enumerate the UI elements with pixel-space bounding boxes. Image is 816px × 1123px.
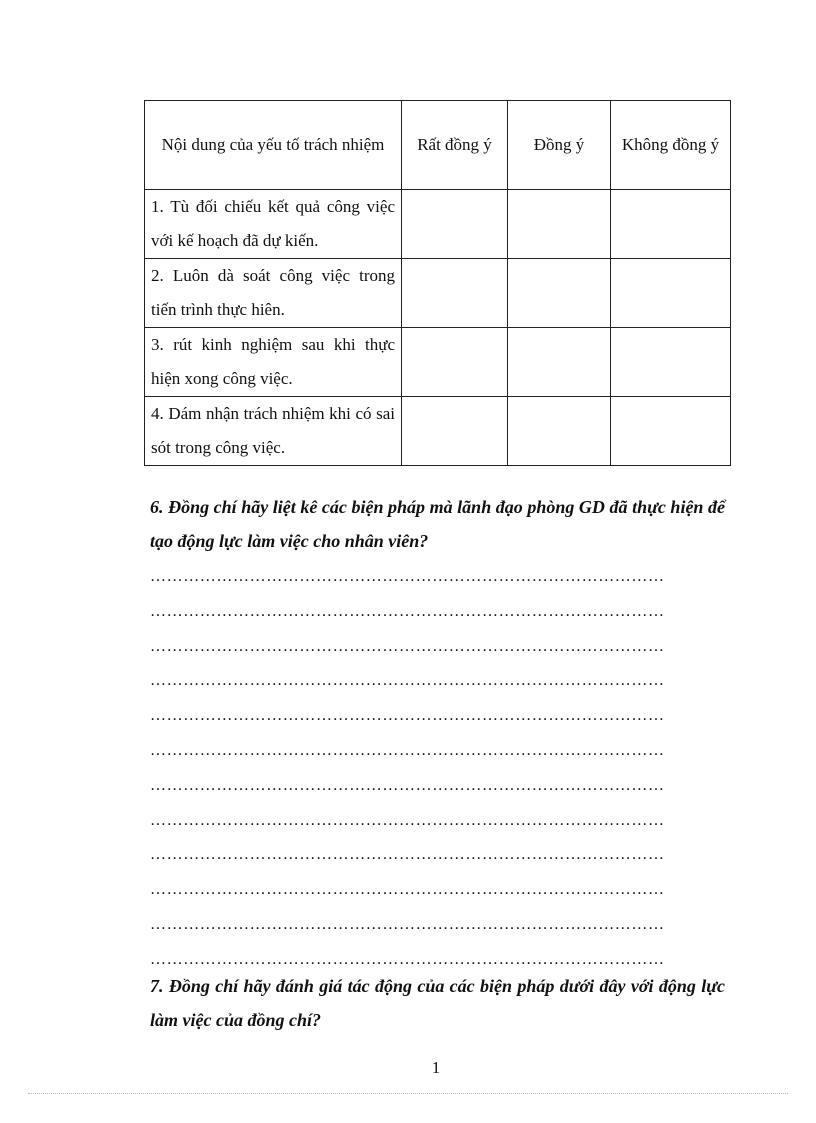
header-content: Nội dung của yếu tố trách nhiệm — [145, 101, 402, 190]
agree-cell[interactable] — [508, 397, 611, 466]
disagree-cell[interactable] — [611, 397, 731, 466]
table-header-row — [145, 101, 731, 190]
table-row — [145, 190, 731, 259]
header-agree: Đồng ý — [508, 101, 611, 190]
answer-line[interactable]: ………………………………………………………………………………… — [150, 637, 665, 655]
header-disagree: Không đồng ý — [611, 101, 731, 190]
header-strongly-agree: Rất đồng ý — [402, 101, 508, 190]
answer-line[interactable]: ………………………………………………………………………………… — [150, 950, 665, 968]
statement-cell: 1. Tù đối chiếu kết quả công việc với kế hoạch đã dự kiến. — [145, 190, 402, 259]
answer-line[interactable]: ………………………………………………………………………………… — [150, 776, 665, 794]
statement-cell: 2. Luôn dà soát công việc trong tiến trình thực hiên. — [145, 259, 402, 328]
answer-line[interactable]: ………………………………………………………………………………… — [150, 602, 665, 620]
answer-area[interactable] — [150, 560, 715, 978]
answer-line[interactable]: ………………………………………………………………………………… — [150, 741, 665, 759]
agree-cell[interactable] — [508, 190, 611, 259]
disagree-cell[interactable] — [611, 259, 731, 328]
page-bottom-divider — [28, 1093, 788, 1094]
statement-cell: 4. Dám nhận trách nhiệm khi có sai sót trong công việc. — [145, 397, 402, 466]
question-6: 6. Đồng chí hãy liệt kê các biện pháp mà lãnh đạo phòng GD đã thực hiện để tạo động lực làm việc cho nhân viên? — [150, 497, 725, 551]
agree-cell[interactable] — [508, 259, 611, 328]
strongly-agree-cell[interactable] — [402, 259, 508, 328]
answer-line[interactable]: ………………………………………………………………………………… — [150, 846, 665, 864]
table-row — [145, 397, 731, 466]
answer-line[interactable]: ………………………………………………………………………………… — [150, 881, 665, 899]
answer-line[interactable]: ………………………………………………………………………………… — [150, 707, 665, 725]
page-number: 1 — [431, 1058, 441, 1077]
strongly-agree-cell[interactable] — [402, 190, 508, 259]
strongly-agree-cell[interactable] — [402, 328, 508, 397]
strongly-agree-cell[interactable] — [402, 397, 508, 466]
answer-line[interactable]: ………………………………………………………………………………… — [150, 672, 665, 690]
disagree-cell[interactable] — [611, 328, 731, 397]
answer-line[interactable]: ………………………………………………………………………………… — [150, 915, 665, 933]
responsibility-survey-table — [144, 100, 731, 466]
agree-cell[interactable] — [508, 328, 611, 397]
disagree-cell[interactable] — [611, 190, 731, 259]
question-7: 7. Đồng chí hãy đánh giá tác động của các biện pháp dưới đây với động lực làm việc của đồng chí? — [150, 976, 725, 1030]
table-row — [145, 259, 731, 328]
table-row — [145, 328, 731, 397]
answer-line[interactable]: ………………………………………………………………………………… — [150, 568, 665, 585]
statement-cell: 3. rút kinh nghiệm sau khi thực hiện xong công việc. — [145, 328, 402, 397]
answer-line[interactable]: ………………………………………………………………………………… — [150, 811, 665, 829]
